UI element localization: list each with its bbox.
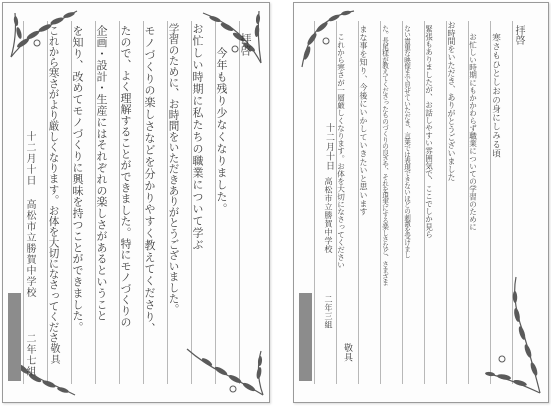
leaf-flourish-icon <box>480 273 544 397</box>
letter-greeting: 拝啓 <box>239 33 252 57</box>
letter-body-line: を知り、改めてモノづくりに興味を持つことができました。 <box>71 25 84 333</box>
school-name: 高松市立勝賀中学校 <box>324 177 333 254</box>
letter-body-line: た。長尾様が教えてくださったものづくりの良さや、それを現実にする楽しさなど、さまざま <box>380 25 389 286</box>
letter-body-line: お忙しい時期に私たちの職業について学ぶ <box>191 23 204 251</box>
column-rule <box>314 21 315 384</box>
letter-date: 十二月十日 <box>24 131 35 186</box>
class-name: 二年三組 <box>324 295 333 329</box>
thank-you-letter-card-right <box>293 2 549 403</box>
letter-body-line: お時間をいただき、ありがとうございました <box>447 21 456 181</box>
letter-body-line: これから寒さが一層厳しくなります。お体を大切になさってください <box>336 33 346 269</box>
name-stamp-block <box>8 293 21 381</box>
letter-body-line: 緊張もありましたが、お話しやすい雰囲気で、ここでしか見ら <box>424 25 434 238</box>
letter-date: 十二月十日 <box>324 123 334 171</box>
letter-body-line: たので、よく理解することができました。特にモノづくりの <box>119 25 132 328</box>
letter-body-line: 今年も残り少なくなりました。 <box>215 47 228 215</box>
leaf-flourish-icon <box>298 7 358 71</box>
letter-body-line: 学習のために、お時間をいただきありがとうございました。 <box>167 23 180 315</box>
letter-closing: 敬具 <box>48 343 59 365</box>
letter-body-line: モノづくりの楽しさなどを分かりやすく教えてくださり、 <box>143 25 156 335</box>
name-stamp-block <box>299 293 312 381</box>
letter-closing: 敬具 <box>342 343 352 362</box>
letter-body-line: 寒さもひとしおの身にしみる頃 <box>490 33 501 158</box>
letter-body-line: これから寒さがより厳しくなります。お体を大切になさってくださ <box>47 25 60 343</box>
letter-greeting: 拝啓 <box>513 25 524 46</box>
letter-body-line: お忙しい時期にもかかわらず職業についての学習のために <box>468 33 478 231</box>
letter-body-line: まな事を知り、今後にいかしていきたいと思います <box>359 25 368 216</box>
leaf-flourish-icon <box>7 7 81 61</box>
thank-you-letter-card-left <box>2 2 270 403</box>
leaf-flourish-icon <box>183 343 267 399</box>
class-name: 二年七組 <box>24 333 35 377</box>
leaf-flourish-icon <box>199 7 265 67</box>
column-rule <box>239 21 240 384</box>
letter-body-line: ない貴重な映像まで見せていただき、言葉では表現できないほどの刺激を受けまし <box>402 25 411 259</box>
letter-body-line: 企画・設計・生産にはそれぞれの楽しさがあるということ <box>95 25 108 322</box>
school-name: 高松市立勝賀中学校 <box>24 199 35 298</box>
